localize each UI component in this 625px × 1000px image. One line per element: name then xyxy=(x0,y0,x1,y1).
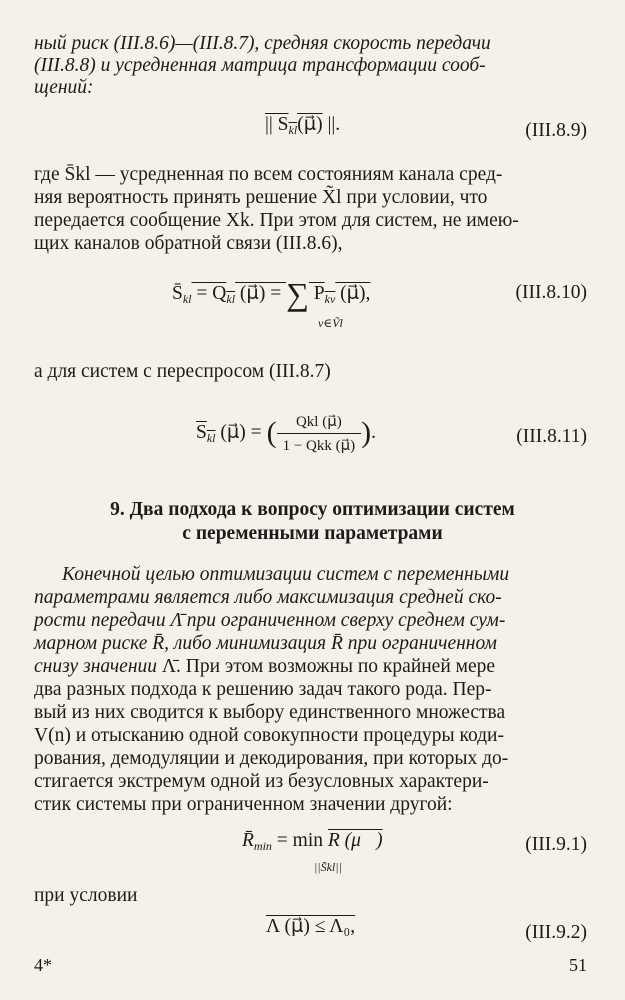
para1-line-4: щих каналов обратной связи (III.8.6), xyxy=(34,233,343,254)
intro-line-2: (III.8.8) и усредненная матрица трансформации сооб- xyxy=(34,55,486,76)
eq-lhs: $S̄_{kl}$ xyxy=(172,283,192,306)
equation-expression: || $S_{kl}(\mu⃗)$ xyxy=(265,114,323,137)
section-heading-line-1: 9. Два подхода к вопросу оптимизации систем xyxy=(110,499,515,520)
equation-III-8-10 xyxy=(0,268,625,338)
para4-line-1: при условии xyxy=(34,885,138,906)
para3-line-9: рования, демодуляции и декодирования, при которых до- xyxy=(34,748,509,769)
para3-line-3: рости передачи Λ̄ при ограниченном сверху среднем сум- xyxy=(34,610,506,631)
min-subscript: ||S̄kl|| xyxy=(314,860,342,874)
para3-line-11: стик системы при ограниченном значении другой: xyxy=(34,794,453,815)
eq-lhs: $R̄_{min}$ xyxy=(242,830,272,853)
eq-lhs: $S_{kl}$ xyxy=(196,421,216,445)
equation-number: (III.8.11) xyxy=(516,426,587,447)
equation-number: (III.8.9) xyxy=(525,120,587,141)
para3-line-8: V(n) и отысканию одной совокупности процедуры коди- xyxy=(34,725,504,746)
para3-line-10: стигается экстремум одной из безусловных характери- xyxy=(34,771,489,792)
para3-line-2: параметрами является либо максимизация средней ско- xyxy=(34,587,502,608)
para3-line-5: снизу значении Λ̄. При этом возможны по крайней мере xyxy=(34,656,496,677)
sum-index: ν∈Ṽl xyxy=(318,316,343,330)
eq-term: $P_{k\nu}$ (μ⃗), xyxy=(308,283,371,306)
para1-line-3: передается сообщение Xk. При этом для систем, не имею- xyxy=(34,210,519,231)
fraction-numerator: Qkl (μ⃗) xyxy=(277,412,362,434)
equation-expression: Λ (μ⃗) ≤ Λ₀, xyxy=(266,916,356,937)
para3-line-1: Конечной целью оптимизации систем с переменными xyxy=(62,564,510,585)
para3-line-4: марном риске R̄, либо минимизация R̄ при ограниченном xyxy=(34,633,497,654)
sum-sign: ∑ xyxy=(286,276,309,312)
equation-III-9-2 xyxy=(0,910,625,956)
footer-signature-mark: 4* xyxy=(34,955,52,975)
para1-line-1: где S̄kl — усредненная по всем состояниям канала сред- xyxy=(34,164,503,185)
section-heading-line-2: с переменными параметрами xyxy=(182,523,443,544)
equation-III-8-11: $S_{kl}$ (μ⃗) = ( $\frac{\text{Qkl (μ⃗)}}{\text{1 − Qkk (μ⃗)}}$ ). (III.8.11) xyxy=(196,414,587,454)
equation-III-9-1: $R̄_{min} = \min R$ (μ⃗) ||S̄kl|| (III.9.1) xyxy=(242,830,587,874)
para2-line-1: а для систем с переспросом (III.8.7) xyxy=(34,361,331,382)
page-number: 51 xyxy=(569,955,587,975)
equation-number: (III.8.10) xyxy=(515,282,587,303)
equation-number: (III.9.2) xyxy=(525,922,587,943)
intro-line-1: ный риск (III.8.6)—(III.8.7), средняя скорость передачи xyxy=(34,33,491,54)
para1-line-2: няя вероятность принять решение X̃l при условии, что xyxy=(34,187,488,208)
para3-line-7: вый из них сводится к выбору единственного множества xyxy=(34,702,506,723)
eq-rhs: R (μ⃗) xyxy=(327,830,383,851)
para3-line-6: два разных подхода к решению задач такого рода. Пер- xyxy=(34,679,492,700)
equation-number: (III.9.1) xyxy=(525,834,587,855)
equation-III-8-9: || $S_{kl}(\mu⃗)$ ||. (III.8.9) xyxy=(265,114,587,141)
eq-mid: = $Q_{kl}$ (μ⃗) = xyxy=(191,283,287,306)
fraction xyxy=(277,412,362,455)
fraction-denominator: 1 − Qkk (μ⃗) xyxy=(282,438,356,454)
intro-line-3: щений: xyxy=(34,77,94,98)
